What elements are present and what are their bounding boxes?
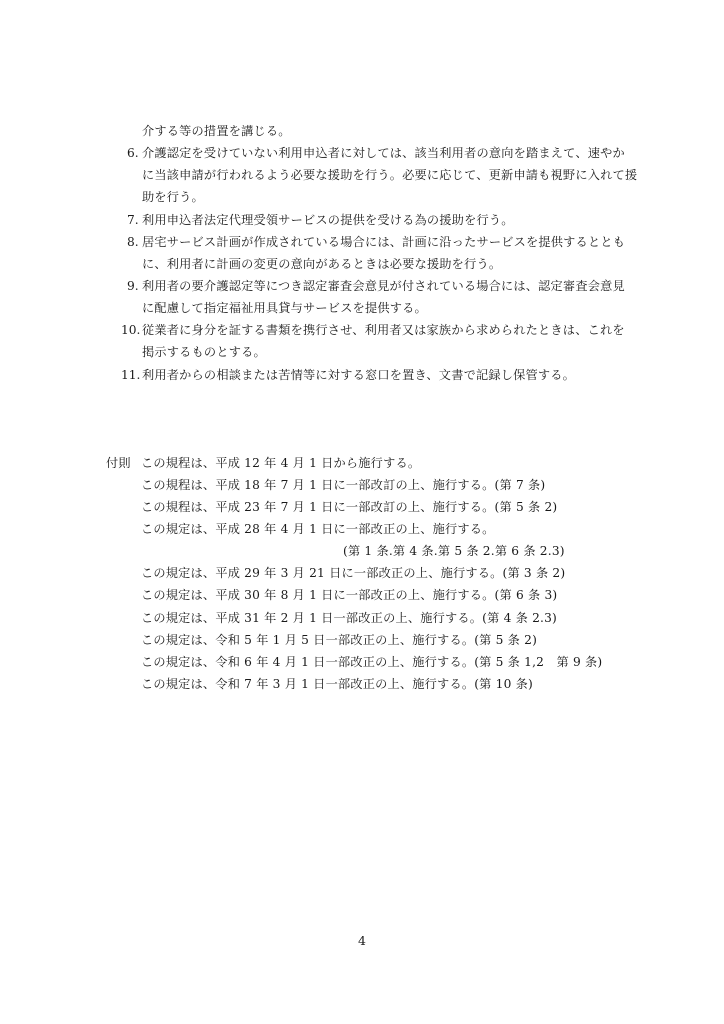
item-6-line-2: に当該申請が行われるよう必要な援助を行う。必要に応じて、更新申請も視野に入れて援 xyxy=(142,168,638,182)
item-10-line-1: 従業者に身分を証する書類を携行させ、利用者又は家族から求められたときは、これを xyxy=(142,323,625,337)
fusoku-line-9: この規定は、令和 6 年 4 月 1 日一部改正の上、施行する。(第 5 条 1,2 第 9 条) xyxy=(141,655,603,669)
item-8-line-1: 居宅サービス計画が作成されている場合には、計画に沿ったサービスを提供するととも xyxy=(142,235,626,249)
item-11-number: 11. xyxy=(121,368,141,382)
fusoku-line-8: この規定は、令和 5 年 1 月 5 日一部改正の上、施行する。(第 5 条 2) xyxy=(141,633,538,647)
item-6-line-3: 助を行う。 xyxy=(142,190,204,204)
page-number: 4 xyxy=(358,933,366,948)
fusoku-line-7: この規定は、平成 31 年 2 月 1 日一部改正の上、施行する。(第 4 条 2.3) xyxy=(141,611,558,625)
item-10-line-2: 掲示するものとする。 xyxy=(142,345,266,359)
item-9-number: 9. xyxy=(127,279,139,293)
fusoku-line-10: この規定は、令和 7 年 3 月 1 日一部改正の上、施行する。(第 10 条) xyxy=(141,677,533,691)
item-10-number: 10. xyxy=(121,323,141,337)
item-7-number: 7. xyxy=(127,213,139,227)
fusoku-line-4: この規定は、平成 28 年 4 月 1 日に一部改正の上、施行する。 xyxy=(141,522,495,536)
fusoku-line-4-articles: (第 1 条.第 4 条.第 5 条 2.第 6 条 2.3) xyxy=(343,544,565,558)
item-5-continuation: 介する等の措置を講じる。 xyxy=(142,124,291,138)
fusoku-line-3: この規程は、平成 23 年 7 月 1 日に一部改訂の上、施行する。(第 5 条 2) xyxy=(141,500,558,514)
item-6-line-1: 介護認定を受けていない利用申込者に対しては、該当利用者の意向を踏まえて、速やか xyxy=(142,146,625,160)
item-9-line-1: 利用者の要介護認定等につき認定審査会意見が付されている場合には、認定審査会意見 xyxy=(142,279,625,293)
item-6-number: 6. xyxy=(127,146,139,160)
fusoku-line-1: この規程は、平成 12 年 4 月 1 日から施行する。 xyxy=(141,456,421,470)
fusoku-line-6: この規定は、平成 30 年 8 月 1 日に一部改正の上、施行する。(第 6 条 3) xyxy=(141,588,558,602)
fusoku-label: 付則 xyxy=(106,456,131,470)
fusoku-line-2: この規程は、平成 18 年 7 月 1 日に一部改訂の上、施行する。(第 7 条) xyxy=(141,478,546,492)
item-7-line-1: 利用申込者法定代理受領サービスの提供を受ける為の援助を行う。 xyxy=(142,213,514,227)
item-11-line-1: 利用者からの相談または苦情等に対する窓口を置き、文書で記録し保管する。 xyxy=(142,368,576,382)
fusoku-line-5: この規定は、平成 29 年 3 月 21 日に一部改正の上、施行する。(第 3 条 2) xyxy=(141,566,566,580)
item-8-line-2: に、利用者に計画の変更の意向があるときは必要な援助を行う。 xyxy=(142,257,502,271)
item-8-number: 8. xyxy=(127,235,139,249)
item-9-line-2: に配慮して指定福祉用具貸与サービスを提供する。 xyxy=(142,301,427,315)
